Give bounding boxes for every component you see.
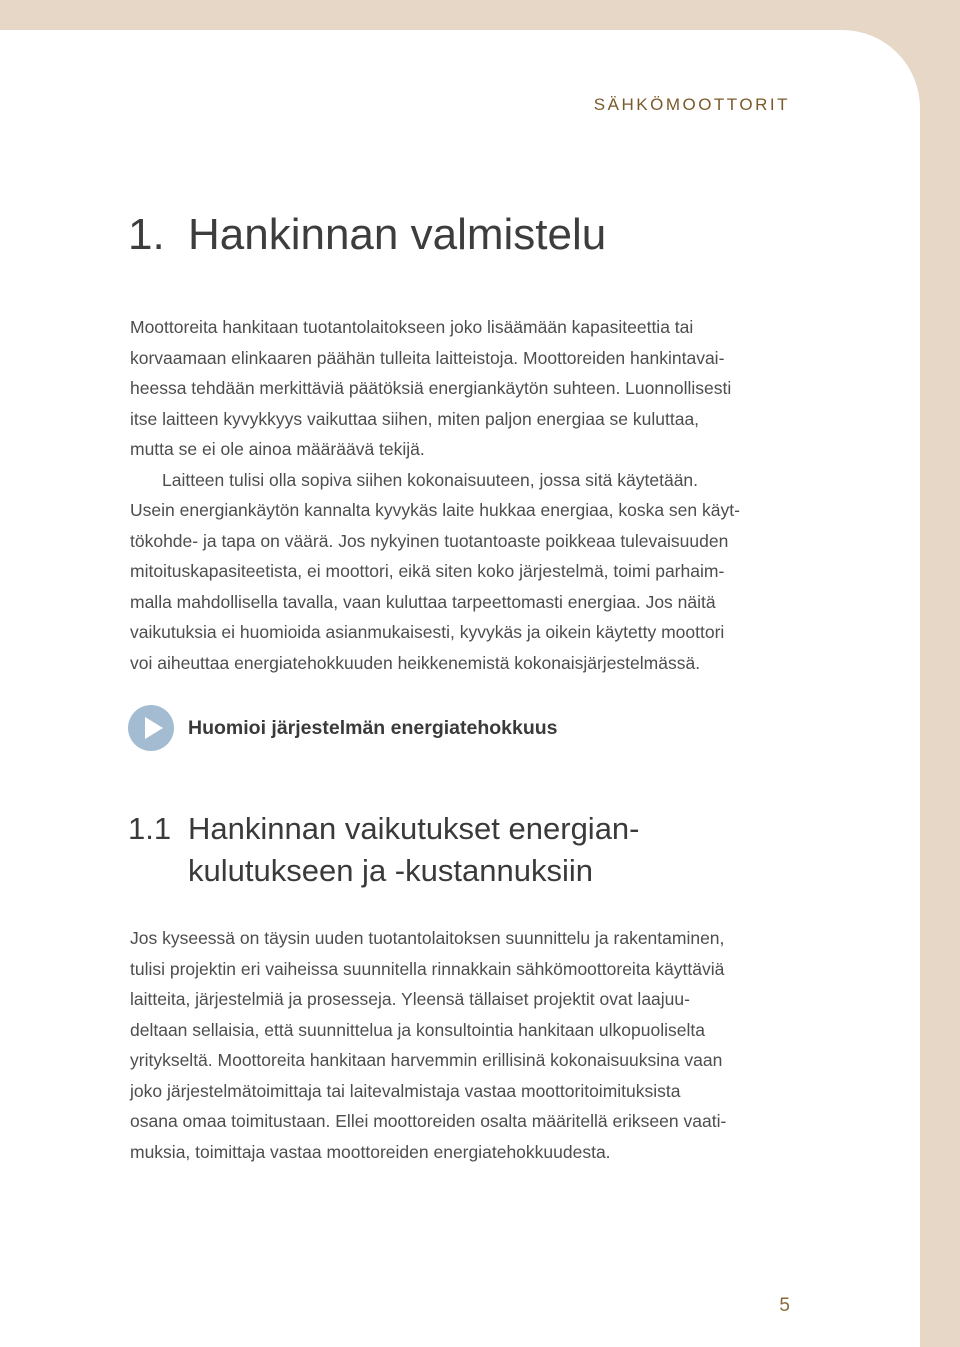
subsection-title-line: Hankinnan vaikutukset energian- [188, 811, 640, 846]
play-icon [128, 705, 174, 751]
paragraph-line: korvaamaan elinkaaren päähän tulleita laitteistoja. Moottoreiden hankintavai- [130, 347, 725, 368]
paragraph-line: Usein energiankäytön kannalta kyvykäs laite hukkaa energiaa, koska sen käyt- [130, 500, 740, 520]
body-paragraph [130, 923, 830, 1167]
callout-text: Huomioi järjestelmän energiatehokkuus [188, 716, 558, 739]
paragraph-line: yritykseltä. Moottoreita hankitaan harvemmin erillisinä kokonaisuuksina vaan [130, 1050, 723, 1070]
page-number: 5 [779, 1295, 790, 1316]
paragraph-line: muksia, toimittaja vastaa moottoreiden energiatehokkuudesta. [130, 1141, 611, 1162]
paragraph-line: vaikutuksia ei huomioida asianmukaisesti, kyvykäs ja oikein käytetty moottori [130, 622, 725, 642]
paragraph-line: joko järjestelmätoimittaja tai laitevalmistaja vastaa moottoritoimituksista [130, 1080, 681, 1101]
section-number: 1. [128, 210, 165, 259]
paragraph-line: heessa tehdään merkittäviä päätöksiä energiankäytön suhteen. Luonnollisesti [130, 378, 732, 398]
callout-link[interactable] [128, 704, 558, 752]
paragraph-line: Laitteen tulisi olla sopiva siihen kokonaisuuteen, jossa sitä käytetään. [162, 469, 699, 490]
paragraph-line: deltaan sellaisia, että suunnittelua ja konsultointia hankitaan ulkopuoliselta [130, 1019, 705, 1040]
subsection-number: 1.1 [128, 811, 172, 846]
paragraph-line: tökohde- ja tapa on väärä. Jos nykyinen tuotantoaste poikkeaa tulevaisuuden [130, 530, 729, 551]
subsection-title-line: kulutukseen ja -kustannuksiin [188, 853, 593, 888]
subsection-heading [128, 808, 640, 892]
intro-paragraph [130, 312, 830, 678]
page-sheet [0, 30, 920, 1347]
paragraph-line: mitoituskapasiteetista, ei moottori, eikä siten koko järjestelmä, toimi parhaim- [130, 561, 725, 581]
paragraph-line: mutta se ei ole ainoa määräävä tekijä. [130, 439, 425, 459]
paragraph-line: tulisi projektin eri vaiheissa suunnitella rinnakkain sähkömoottoreita käyttäviä [130, 958, 725, 979]
paragraph-line: laitteita, järjestelmiä ja prosesseja. Yleensä tällaiset projektit ovat laajuu- [130, 989, 690, 1009]
running-header: SÄHKÖMOOTTORIT [593, 95, 790, 114]
paragraph-line: Moottoreita hankitaan tuotantolaitokseen joko lisäämään kapasiteettia tai [130, 317, 694, 337]
page-title [128, 208, 606, 262]
paragraph-line: osana omaa toimitustaan. Ellei moottoreiden osalta määritellä erikseen vaati- [130, 1111, 727, 1131]
section-title: Hankinnan valmistelu [188, 210, 607, 259]
paragraph-line: itse laitteen kyvykkyys vaikuttaa siihen, miten paljon energiaa se kuluttaa, [130, 408, 700, 429]
paragraph-line: voi aiheuttaa energiatehokkuuden heikkenemistä kokonaisjärjestelmässä. [130, 652, 701, 673]
paragraph-line: malla mahdollisella tavalla, vaan kuluttaa tarpeettomasti energiaa. Jos näitä [130, 591, 716, 612]
paragraph-line: Jos kyseessä on täysin uuden tuotantolaitoksen suunnittelu ja rakentaminen, [130, 928, 725, 948]
